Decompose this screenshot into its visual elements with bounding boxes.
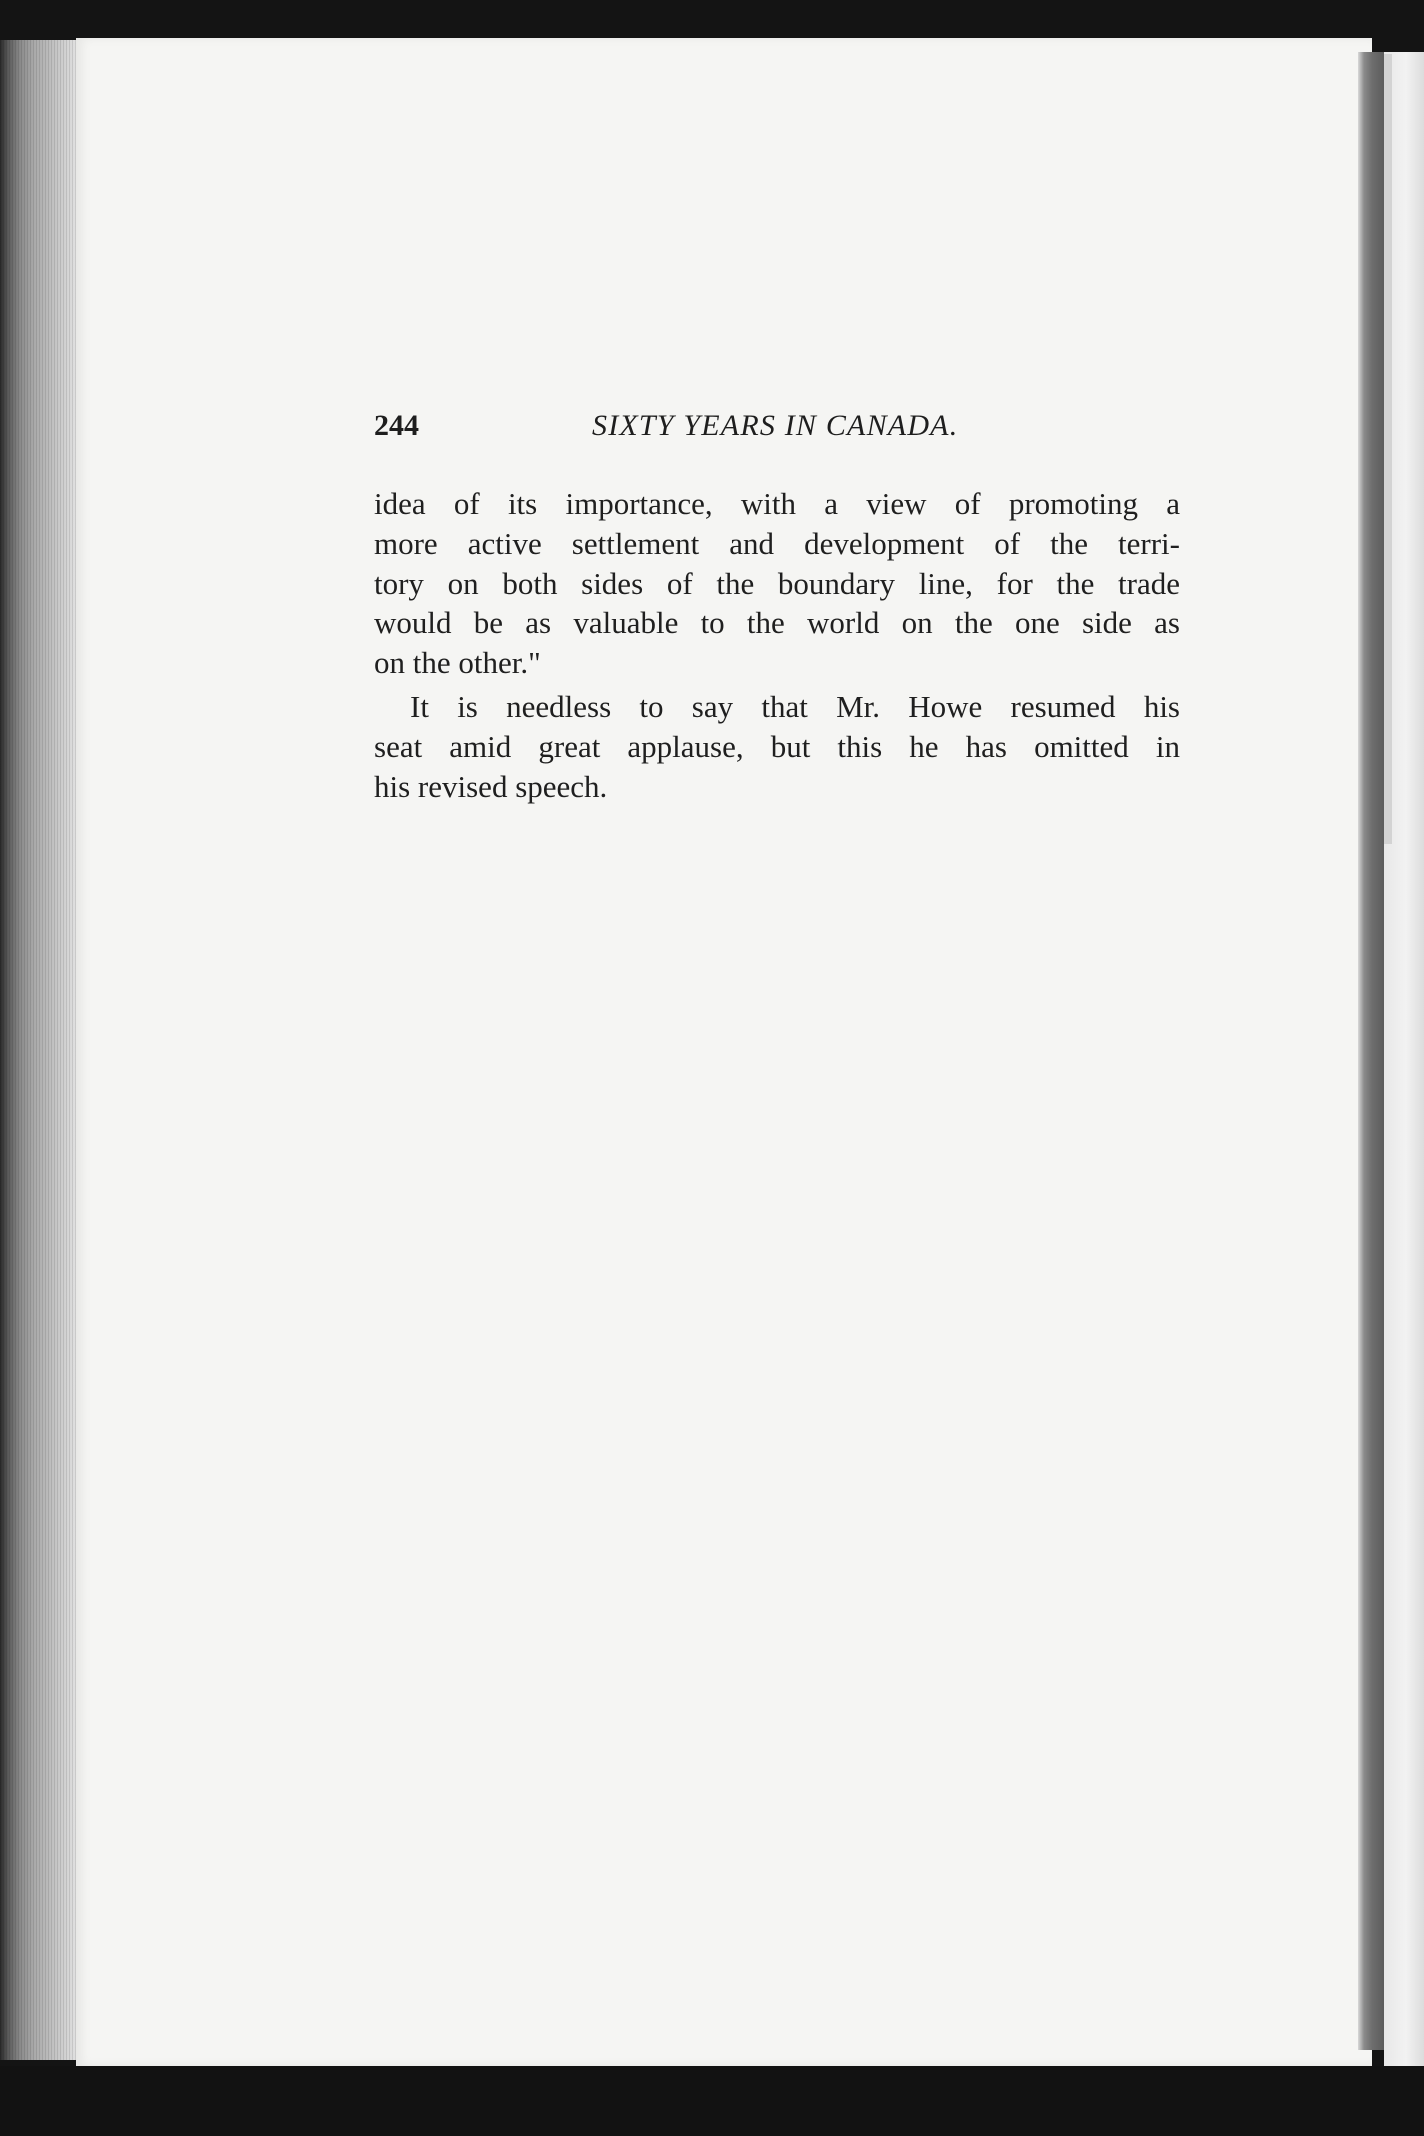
page-tab-edge (1384, 54, 1392, 844)
text-line: more active settlement and development of the terri- (374, 525, 1180, 561)
left-page-edges (0, 40, 80, 2060)
text-line: on the other." (374, 645, 541, 681)
running-head (374, 406, 1180, 446)
running-title: SIXTY YEARS IN CANADA. (592, 409, 959, 442)
text-line: would be as valuable to the world on the one side as (374, 605, 1180, 641)
text-line: idea of its importance, with a view of promoting a (374, 486, 1180, 521)
paragraph-1 (374, 484, 1180, 683)
page-number: 244 (374, 409, 419, 442)
body-text (374, 484, 1180, 806)
text-line: seat amid great applause, but this he has omitted in (374, 728, 1180, 764)
text-line: tory on both sides of the boundary line, for the trade (374, 565, 1180, 601)
text-line: It is needless to say that Mr. Howe resumed his (410, 688, 1180, 724)
scan-bottom-background (0, 2066, 1424, 2136)
page-paper (76, 38, 1372, 2066)
binding-shadow (1358, 52, 1384, 2050)
paragraph-2 (374, 687, 1180, 806)
text-line: his revised speech. (374, 768, 608, 804)
